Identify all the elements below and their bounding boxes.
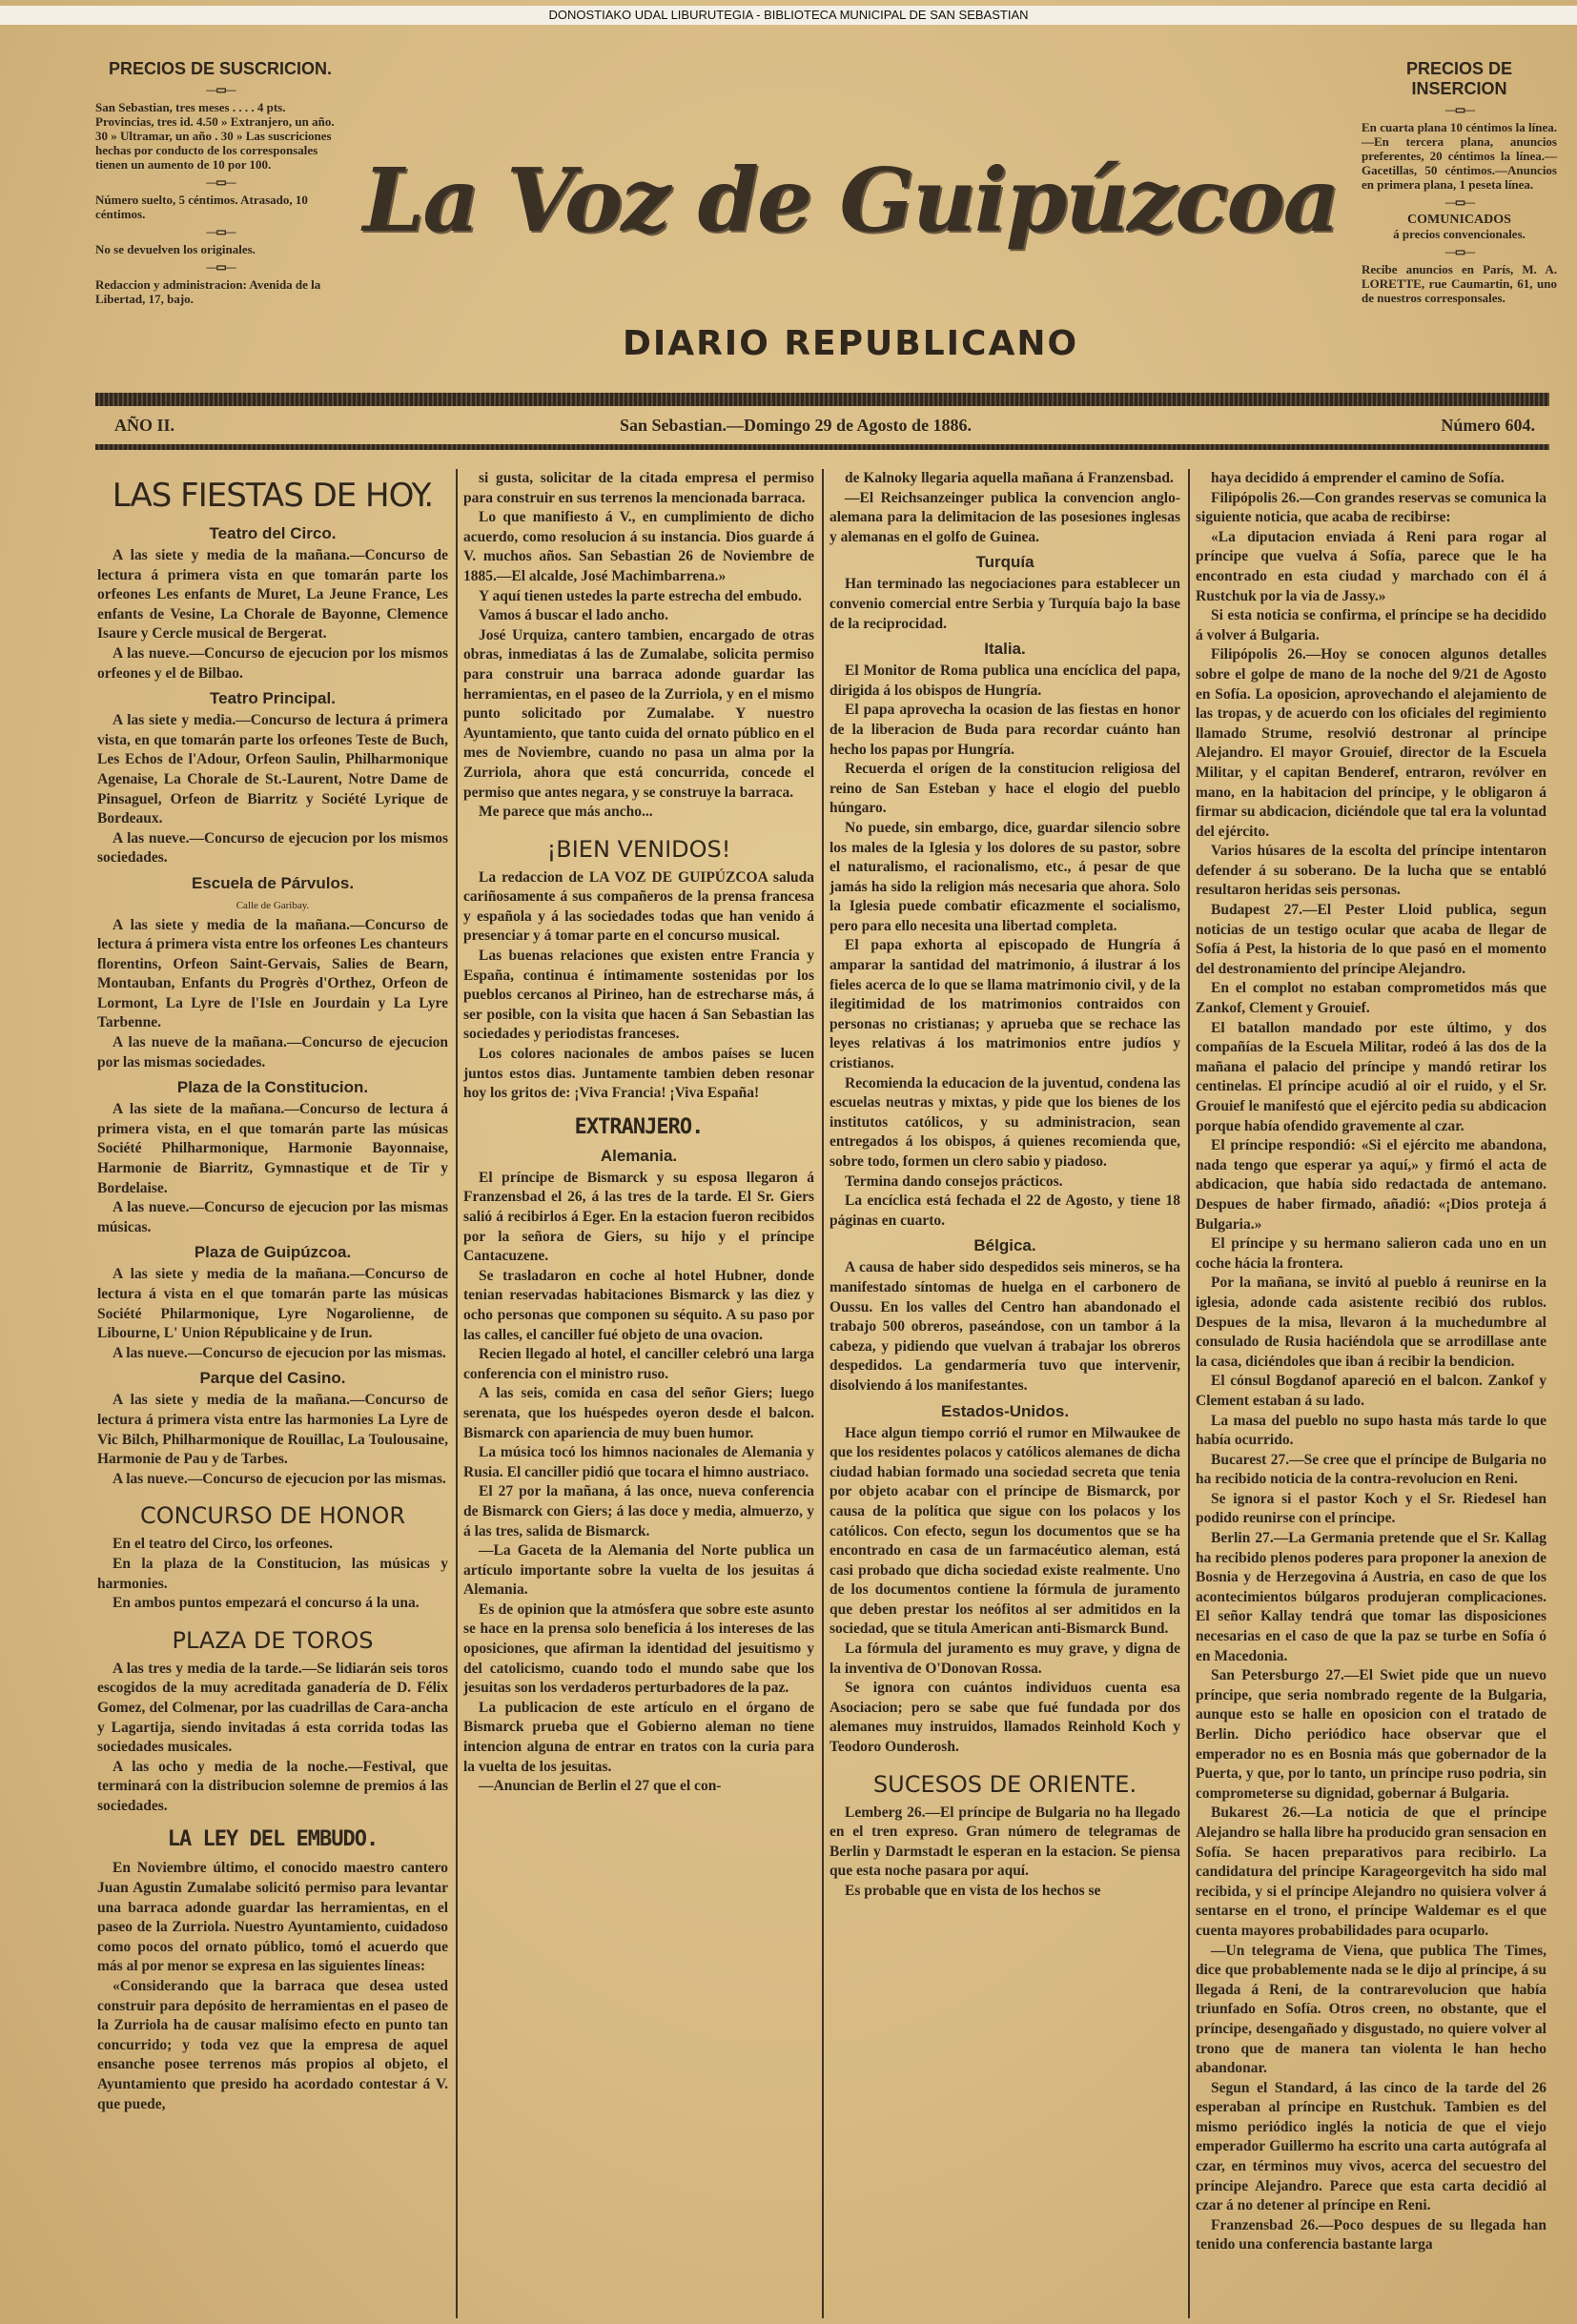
article-paragraph: Recien llegado al hotel, el canciller celebró una larga conferencia con el ministro ruso. [463,1346,814,1382]
column-rule [456,469,458,2318]
article-paragraph: Segun el Standard, á las cinco de la tarde del 26 esperaban al príncipe en Rustchuk. Tambien es del mismo periódico inglés la noticia de que el viejo emperador Guillermo ha escrito una carta autógrafa al czar, en términos muy vivos, acerca del secuestro del príncipe Alejandro. Parece que esta carta decidió al czar á no detener al príncipe en Reni. [1196,2079,1546,2214]
article-paragraph: En Noviembre último, el conocido maestro cantero Juan Agustin Zumalabe solicitó permiso para levantar una barraca adonde guardar las herramientas, en el paseo de la Zurriola. Nuestro Ayuntamiento, cuidadoso como pocos del ornato público, tomó el acuerdo que más al por menor se expresa en las siguientes líneas: [97,1860,448,1975]
column-rule [822,469,824,2318]
article-paragraph: El papa aprovecha la ocasion de las fiestas en honor de la liberacion de Buda para recordar cuánto han hecho los papas por Hungría. [829,702,1180,758]
article-paragraph: haya decidido á emprender el camino de Sofía. [1211,470,1505,486]
article-paragraph: El príncipe de Bismarck y su esposa llegaron á Franzensbad el 26, á las tres de la tarde. El Sr. Giers salió á recibirlos á Eger. En la estacion fueron recibidos por la señora de Giers, su hijo y el príncipe Cantacuzene. [463,1169,814,1265]
section-heading: Estados-Unidos. [940,1401,1070,1420]
article-paragraph: A las siete y media de la mañana.—Concurso de lectura á primera vista en que tomarán parte los orfeones Les enfants de Muret, La Jeune France, Les enfants de Vesine, La Chorale de Bayonne, Clemence Isaure y Cercle musical de Bergerat. [97,547,448,642]
article-paragraph: A las siete de la mañana.—Concurso de lectura á primera vista, en el que tomarán parte las músicas Société Philharmonique, Harmonie Bayonnaise, Harmonie de Biarritz, Gymnastique et de Tir y Bordelaise. [97,1101,448,1196]
section-heading: PLAZA DE TOROS [172,1626,374,1654]
article-paragraph: Si esta noticia se confirma, el príncipe se ha decidido á volver á Bulgaria. [1196,607,1546,643]
ornament-divider: —▭— [1444,195,1474,209]
ornament-divider: —▭— [206,260,235,274]
article-paragraph: Se ignora con cuántos individuos cuenta esa Asociacion; pero se sabe que fué fundada por dos alemanes muy instruidos, llamados Reinhold Koch y Teodoro Ounderosh. [829,1680,1180,1756]
section-heading: Turquía [975,553,1034,572]
article-paragraph: El 27 por la mañana, á las once, nueva conferencia de Bismarck con Giers; á las doce y media, almuerzo, y á las tres, salida de Bismarck. [463,1483,814,1539]
ornament-divider: —▭— [206,175,235,189]
section-heading: Teatro Principal. [210,689,336,708]
single-issue-price: Número suelto, 5 céntimos. Atrasado, 10 céntimos. [95,193,308,221]
article-paragraph: Franzensbad 26.—Poco despues de su llegada han tenido una conferencia bastante larga [1196,2216,1546,2253]
article-paragraph: El príncipe y su hermano salieron cada uno en un coche hácia la frontera. [1196,1235,1546,1272]
dateline-rule [95,444,1549,450]
advertising-rates: En cuarta plana 10 céntimos la línea.—En tercera plana, anuncios preferentes, 20 céntimos la línea.—Gacetillas, 50 céntimos.—Anuncios en primera plana, 1 peseta línea. [1362,120,1557,192]
article-paragraph: Filipópolis 26.—Con grandes reservas se comunica la siguiente noticia, que acaba de recibirse: [1196,489,1546,526]
article-paragraph: Los colores nacionales de ambos países se lucen juntos estos dias. Juntamente tambien deben resonar hoy los gritos de: ¡Viva Francia! ¡Viva España! [463,1046,814,1102]
section-heading: Alemania. [600,1146,678,1165]
article-paragraph: El papa exhorta al episcopado de Hungría á amparar la santidad del matrimonio, á ilustrar á los fieles acerca de lo que se llama matrimonio civil, y de la ilegitimidad de los matrimonios contraidos con personas no cristianas; y aprueba que se rechace las leyes relativas á los matrimonios entre judíos y cristianos. [829,937,1180,1072]
article-paragraph: No puede, sin embargo, dice, guardar silencio sobre los males de la Iglesia y los dolores de su pastor, sobre el naturalismo, el racionalismo, etc., á pesar de que jamás ha sido la religion más necesaria que ahora. Solo la Iglesia puede combatir eficazmente el socialismo, pero para ello necesita una libertad completa. [829,819,1180,934]
article-paragraph: A las seis, comida en casa del señor Giers; luego serenata, que los huéspedes oyeron desde el balcon. Bismarck con apariencia de muy buen humor. [463,1385,814,1441]
article-paragraph: Lo que manifiesto á V., en cumplimiento de dicho acuerdo, como resolucion á su instancia. Dios guarde á V. muchos años. San Sebastian 26 de Noviembre de 1885.—El alcalde, José Machimbarrena.» [463,509,814,584]
comunicados-title: COMUNICADOS [1407,213,1511,227]
section-heading: LA LEY DEL EMBUDO. [167,1827,379,1852]
article-paragraph: Es de opinion que la atmósfera que sobre este asunto se hace en la prensa solo beneficia á los intereses de las oposiciones, que afirman la identidad del jesuitismo y del catolicismo, cuando todo el mundo sabe que los jesuitas son los verdaderos perturbadores de la paz. [463,1600,814,1697]
column-1 [97,469,448,2318]
article-paragraph: A las nueve.—Concurso de ejecucion por las mismas. [113,1470,446,1487]
article-paragraph: Berlin 27.—La Germania pretende que el Sr. Kallag ha recibido plenos poderes para proponer la anexion de Bosnia y de Herzegovina á Austria, en caso de que los acontecimientos búlgaros produjeran complicaciones. El señor Kallay tendrá que tomar las disposiciones necesarias en el caso de que la paz se turbe en Sofía ó en Macedonia. [1196,1530,1546,1664]
article-paragraph: El batallon mandado por este último, y dos compañías de la Escuela Militar, rodeó á las dos de la mañana el palacio del príncipe y mandó retirar los centinelas. El príncipe acudió al oir el ruido, y el Sr. Grouief le manifestó que el ejército pedia su abdicacion porque había ofendido gravemente al czar. [1196,1019,1546,1134]
article-paragraph: si gusta, solicitar de la citada empresa el permiso para construir en sus terrenos la mencionada barraca. [463,470,814,506]
article-paragraph: —Un telegrama de Viena, que publica The Times, dice que probablemente nada se le dijo al príncipe, á su llegada á Reni, de la contrarevolucion que había triunfado en Sofía. Otros creen, no obstante, que el príncipe, desengañado y disgustado, no quiere volver al trono que de manera tan violenta le han hecho abandonar. [1196,1942,1546,2077]
article-paragraph: Se trasladaron en coche al hotel Hubner, donde tenian reservadas habitaciones Bismarck y las diez y ocho personas que componen su séquito. A su paso por las calles, el canciller fué objeto de una ovacion. [463,1267,814,1343]
article-paragraph: de Kalnoky llegaria aquella mañana á Franzensbad. [845,470,1174,486]
column-3 [829,469,1180,2318]
article-paragraph: Han terminado las negociaciones para establecer un convenio comercial entre Serbia y Turquía bajo la base de la reciprocidad. [829,576,1180,632]
article-paragraph: En la plaza de la Constitucion, las músicas y harmonies. [97,1555,448,1592]
article-paragraph: «La diputacion enviada á Reni para rogar al príncipe que vuelva á Sofía, parece que le ha encontrado en esta ciudad y marchado con él á Rustchuk por la via de Jassy.» [1196,528,1546,604]
article-paragraph: A las nueve.—Concurso de ejecucion por las mismas. [113,1344,446,1361]
article-paragraph: —El Reichsanzeinger publica la convencion anglo-alemana para la delimitacion de las posesiones inglesas y alemanas en el golfo de Guinea. [829,489,1180,545]
section-heading: Bélgica. [973,1236,1036,1255]
article-paragraph: La música tocó los himnos nacionales de Alemania y Rusia. El canciller pidió que tocara el himno austriaco. [463,1444,814,1480]
article-paragraph: La publicacion de este artículo en el órgano de Bismarck prueba que el Gobierno aleman no tiene intencion alguna de entrar en tratos con la curia para la vuelta de los jesuitas. [463,1699,814,1775]
article-paragraph: En el complot no estaban comprometidos más que Zankof, Clement y Grouief. [1196,980,1546,1017]
office-address: Redaccion y administracion: Avenida de la Libertad, 17, bajo. [95,277,321,306]
masthead-rule [95,393,1549,406]
section-heading: CONCURSO DE HONOR [139,1502,406,1530]
article-paragraph: Varios húsares de la escolta del príncipe intentaron defender á su soberano. De la lucha que se entabló resultaron heridas seis personas. [1196,843,1546,899]
article-paragraph: A las nueve.—Concurso de ejecucion por los mismos sociedades. [97,829,448,866]
article-paragraph: Recomienda la educacion de la juventud, condena las escuelas neutras y mixtas, y pide que los bienes de los institutos católicos, y su administracion, sean entregados á los obispos, á quienes recomienda que, sobre todo, formen un clero sabio y piadoso. [829,1074,1180,1170]
article-paragraph: José Urquiza, cantero tambien, encargado de otras obras, inmediatas á las de Zumalabe, solicita permiso para construir una barraca adonde guardar las herramientas, en el paseo de la Zurriola, y en el mismo punto solicitado por Zumalabe. Y nuestro Ayuntamiento, que tanto cuida del ornato público en el mes de Noviembre, cuando no pasa un alma por la Zurriola, ahora que está concurrida, concede el permiso que antes negara, y se construye la barraca. [463,626,814,801]
section-heading: Plaza de la Constitucion. [176,1078,369,1097]
article-paragraph: A las nueve.—Concurso de ejecucion por los mismos orfeones y el de Bilbao. [97,644,448,682]
subscription-rates: San Sebastian, tres meses . . . . 4 pts. Provincias, tres id. 4.50 » Extranjero, un año. 30 » Ultramar, un año . 30 » Las suscriciones hechas por conducto de los corresponsales tienen un aumento de 10 por 100. [95,100,335,172]
newspaper-masthead: La Voz de Guipúzcoa [362,149,1339,252]
article-paragraph: La fórmula del juramento es muy grave, y digna de la inventiva de O'Donovan Rossa. [829,1641,1180,1677]
article-paragraph: Termina dando consejos prácticos. [845,1172,1063,1190]
article-paragraph: —Anuncian de Berlin el 27 que el con- [479,1778,722,1795]
subscription-title: PRECIOS DE SUSCRICION. [108,59,333,78]
column-rule [1188,469,1190,2318]
article-paragraph: Budapest 27.—El Pester Lloid publica, segun noticias de un testigo ocular que acaba de llegar de Sofía á Pest, la historia de lo que pasó en el momento del destronamiento del príncipe Alejandro. [1196,902,1546,977]
article-paragraph: En el teatro del Circo, los orfeones. [113,1536,334,1553]
article-paragraph: Las buenas relaciones que existen entre Francia y España, continua é íntimamente sostenidas por los pueblos cercanos al Pirineo, han de estrecharse más, á ser posible, con la visita que hacen á San Sebastian las sociedades y periodistas franceses. [463,948,814,1043]
ornament-divider: —▭— [206,225,235,238]
article-paragraph: Filipópolis 26.—Hoy se conocen algunos detalles sobre el golpe de mano de la noche del 9/21 de Agosto en Sofía. La oposicion, aprovechando el alejamiento de las tropas, y de acuerdo con los oficiales del regimiento llamado Strume, resolvió destronar al príncipe Alejandro. El mayor Grouief, director de la Escuela Militar, y el capitan Benderef, entraron, revólver en mano, en la habitacion del príncipe, y le obligaron á firmar su abdicacion, diciéndole que tal era la voluntad del ejército. [1196,646,1546,840]
ornament-divider: —▭— [1444,103,1474,116]
article-paragraph: Se ignora si el pastor Koch y el Sr. Riedesel han podido reunirse con el príncipe. [1196,1490,1546,1527]
ornament-divider: —▭— [206,83,235,96]
issue-number: Número 604. [1441,416,1535,435]
article-paragraph: Es probable que en vista de los hechos se [845,1883,1101,1899]
comunicados-note: á precios convencionales. [1393,227,1526,241]
article-paragraph: A las siete y media de la mañana.—Concurso de lectura á primera vista entre las harmonies La Lyre de Vic Bilch, Philharmonique de Rouillac, La Toulousaine, Harmonie de Pau y de Tarbes. [97,1392,448,1468]
article-paragraph: Bukarest 26.—La noticia de que el príncipe Alejandro se halla libre ha producido gran sensacion en Sofía. Se hacen preparativos para recibirlo. La candidatura del príncipe Karageorgevitch ha sido mal recibida, y si el príncipe Alejandro no quisiera volver á sentarse en el trono, el príncipe Waldemar es el que cuenta mayores probabilidades para ocuparlo. [1196,1804,1546,1939]
originals-notice: No se devuelven los originales. [95,242,256,256]
article-paragraph: El Monitor de Roma publica una encíclica del papa, dirigida á los obispos de Hungría. [829,663,1180,699]
article-paragraph: —La Gaceta de la Alemania del Norte publica un artículo importante sobre la vuelta de los jesuitas á Alemania. [463,1542,814,1599]
section-heading: Escuela de Párvulos. [191,873,355,892]
article-paragraph: A las nueve de la mañana.—Concurso de ejecucion por las mismas sociedades. [97,1034,448,1070]
article-paragraph: A las siete y media.—Concurso de lectura á primera vista, en que tomarán parte los orfeones Teste de Buch, Les Echos de l'Adour, Orfeon Saulin, Philharmonique Agenaise, La Chorale de St.-Laurent, Notre Dame de Pinsaguel, Orfeon de Biarritz y Société Lyrique de Bordeaux. [97,712,448,827]
article-paragraph: A las siete y media de la mañana.—Concurso de lectura á primera vista entre los orfeones Les chanteurs florentins, Orfeon Saint-Gervais, Salies de Bearn, Montauban, Enfants du Progrès d'Orthez, Orfeon de Lormont, La Lyre de l'Isle en Jourdain y La Lyre Tarbenne. [97,916,448,1031]
article-paragraph: A las siete y media de la mañana.—Concurso de lectura á vista en el que tomarán parte las músicas Société Philarmonique, Lyre Nogarolienne, de Libourne, L' Union Républicaine y de Irun. [97,1266,448,1342]
article-paragraph: El cónsul Bogdanof apareció en el balcon. Zankof y Clement estaban á su lado. [1196,1373,1546,1409]
article-paragraph: La encíclica está fechada el 22 de Agosto, y tiene 18 páginas en cuarto. [829,1193,1180,1229]
article-paragraph: La masa del pueblo no supo hasta más tarde lo que había ocurrido. [1196,1412,1546,1449]
issue-date: San Sebastian.—Domingo 29 de Agosto de 1886. [620,416,973,435]
column-4 [1196,469,1546,2318]
section-heading: Parque del Casino. [199,1369,346,1388]
section-heading: ¡BIEN VENIDOS! [546,835,731,863]
paris-agent: Recibe anuncios en París, M. A. LORETTE, rue Caumartin, 61, uno de nuestros corresponsales. [1362,262,1557,305]
article-paragraph: La redaccion de LA VOZ DE GUIPÚZCOA saluda cariñosamente á sus compañeros de la prensa francesa y española y á las sociedades todas que han venido á presenciar y á tomar parte en el concurso musical. [463,868,814,945]
article-paragraph: Bucarest 27.—Se cree que el príncipe de Bulgaria no ha recibido noticia de la contra-revolucion en Reni. [1196,1451,1546,1488]
dateline [114,416,1535,440]
year-label: AÑO II. [114,416,175,435]
advertising-title: PRECIOS DE INSERCION [1405,59,1513,98]
article-paragraph: Vamos á buscar el lado ancho. [479,607,668,624]
ornament-divider: —▭— [1444,245,1474,258]
article-paragraph: A las tres y media de la tarde.—Se lidiarán seis toros escogidos de la muy acreditada ganadería de D. Félix Gomez, del Colmenar, por las cuadrillas de Cara-ancha y Lagartija, siendo invitadas á esta corrida todas las sociedades musicales. [97,1660,448,1756]
archive-banner: DONOSTIAKO UDAL LIBURUTEGIA - BIBLIOTECA MUNICIPAL DE SAN SEBASTIAN [0,6,1577,25]
article-paragraph: Me parece que más ancho... [479,804,653,821]
article-paragraph: Lemberg 26.—El príncipe de Bulgaria no ha llegado en el tren expreso. Gran número de telegramas de Berlin y Darmstadt le esperan en la estacion. Se piensa que esta noche pasara por aquí. [829,1804,1180,1880]
section-heading: SUCESOS DE ORIENTE. [872,1770,1137,1798]
article-paragraph: A las ocho y media de la noche.—Festival, que terminará con la distribucion solemne de premios á las sociedades. [97,1758,448,1814]
section-heading: Teatro del Circo. [209,524,337,542]
article-paragraph: Recuerda el orígen de la constitucion religiosa del reino de San Esteban y hace el elogio del pueblo húngaro. [829,761,1180,817]
article-paragraph: «Considerando que la barraca que desea usted construir para depósito de herramientas en el paseo de la Zurriola ha de causar malísimo efecto en punto tan concurrido; y toda vez que la empresa de aquel ensanche posee terrenos más propios al objeto, el Ayuntamiento que presido ha acordado contestar á V. que puede, [97,1978,448,2112]
section-subtitle: Calle de Garibay. [236,899,310,911]
section-heading: Plaza de Guipúzcoa. [194,1243,352,1262]
article-paragraph: En ambos puntos empezará el concurso á la una. [113,1595,420,1612]
section-heading: LAS FIESTAS DE HOY. [112,477,434,515]
column-2 [463,469,814,2318]
article-paragraph: A las nueve.—Concurso de ejecucion por las mismas músicas. [97,1199,448,1235]
article-paragraph: Y aquí tienen ustedes la parte estrecha del embudo. [479,587,802,604]
article-paragraph: San Petersburgo 27.—El Swiet pide que un nuevo príncipe, que seria nombrado regente de la Bulgaria, aunque esto se halle en oposicion con el tratado de Berlin. Dicho periódico hace observar que el emperador no es en Bosnia más que gobernador de la Puerta, y que, por lo tanto, un príncipe ruso podria, sin comprometerse su dignidad, gobernar á Bulgaria. [1196,1667,1546,1802]
article-paragraph: Por la mañana, se invitó al pueblo á reunirse en la iglesia, adonde cada asistente recibió dos rublos. Despues de la misa, llevaron á la muchedumbre al consulado de Rusia haciéndola que se arrodillase ante la casa, diciéndoles que iban á recibir la bendicion. [1196,1274,1546,1370]
article-paragraph: El príncipe respondió: «Si el ejército me abandona, nada tengo que esperar ya aquí,» y firmó el acta de abdicacion, que había sido redactada de antemano. Despues de haber firmado, añadió: «¡Dios proteja á Bulgaria.» [1196,1137,1546,1233]
article-paragraph: A causa de haber sido despedidos seis mineros, se ha manifestado síntomas de huelga en el carbonero de Oussu. En los valles del Centro han abandonado el trabajo 500 obreros, paseándose, con un tambor á la cabeza, y pidiendo que vuelvan á trabajar los obreros despedidos. La gendarmería tuvo que intervenir, disolviendo á los manifestantes. [829,1259,1180,1394]
advertising-prices [1362,59,1557,309]
subscription-prices [95,59,345,310]
section-heading: EXTRANJERO. [574,1114,704,1139]
section-heading: Italia. [984,640,1026,659]
article-paragraph: Hace algun tiempo corrió el rumor en Milwaukee de que los residentes polacos y católicos alemanes de dicha ciudad habian formado una sociedad secreta que tenia por objeto acabar con el príncipe de Bismarck, por causa de la política que sigue con los polacos y los católicos. Con efecto, segun los documentos que se ha encontrado en casa de un farmacéutico aleman, está casi probado que dicha sociedad existe realmente. Uno de los documentos contiene la fórmula de juramento que deben prestar los neófitos al ser admitidos en la sociedad, que se titula American anti-Bismarck Bund. [829,1424,1180,1638]
newspaper-subtitle: DIARIO REPUBLICANO [622,324,1079,363]
